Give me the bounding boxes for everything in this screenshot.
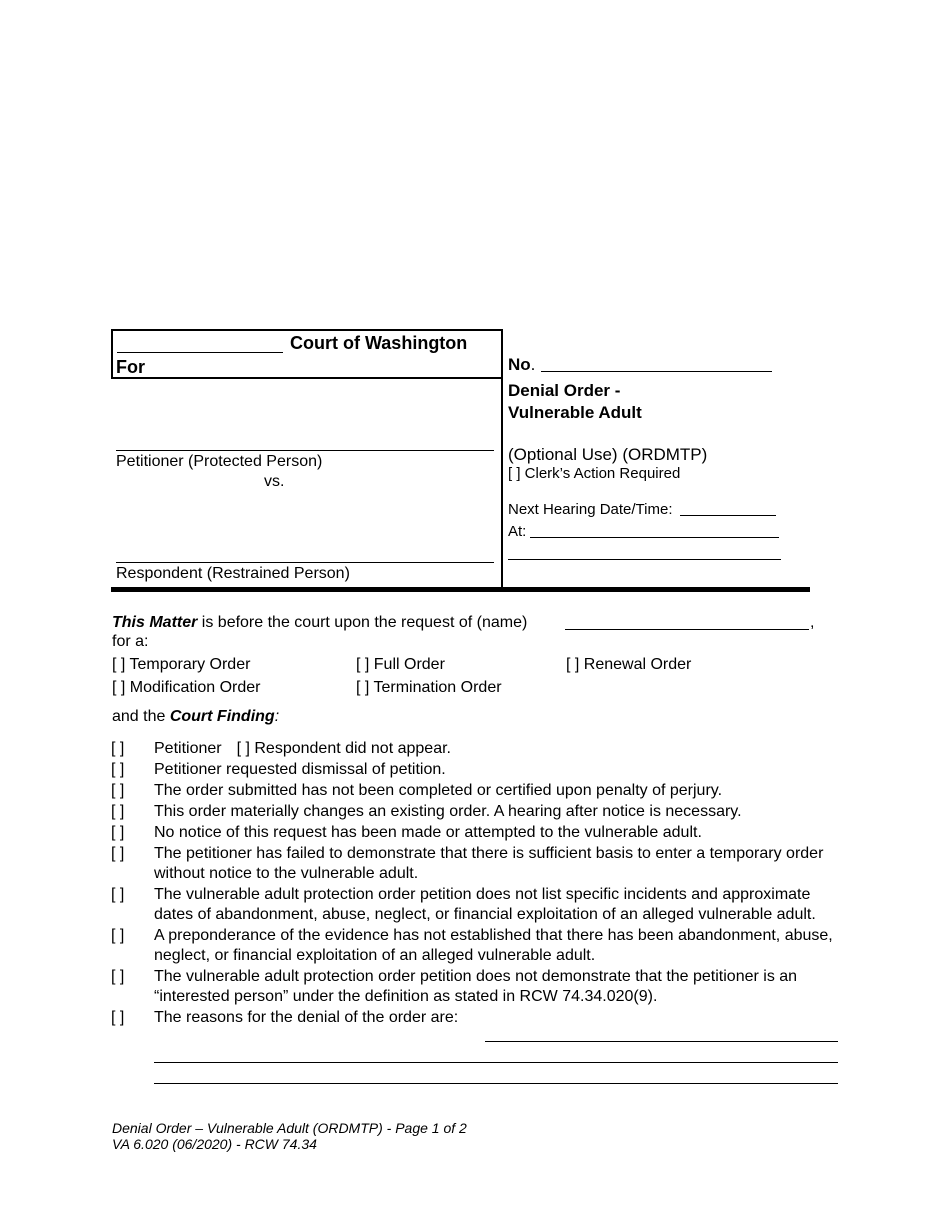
next-hearing-blank — [680, 515, 776, 516]
finding-checkbox[interactable]: [ ] — [111, 927, 125, 944]
finding-item — [111, 844, 851, 884]
this-matter-label: This Matter — [112, 614, 198, 631]
court-finding-pre: and the — [112, 708, 170, 725]
petitioner-blank — [116, 450, 494, 451]
caption-bottom-rule — [111, 587, 810, 592]
clerks-action-checkbox[interactable]: [ ] Clerk’s Action Required — [508, 465, 681, 482]
modification-order-checkbox[interactable]: [ ] Modification Order — [112, 679, 261, 696]
finding-text: No notice of this request has been made or attempted to the vulnerable adult. — [154, 824, 702, 841]
finding-item — [111, 926, 851, 966]
temporary-order-checkbox[interactable]: [ ] Temporary Order — [112, 656, 251, 673]
for-label: For — [116, 357, 145, 377]
finding-checkbox[interactable]: [ ] — [111, 761, 125, 778]
reasons-blank-1 — [485, 1041, 838, 1042]
petitioner-label: Petitioner (Protected Person) — [116, 453, 323, 470]
court-finding-colon: : — [274, 708, 280, 725]
case-number-label — [508, 356, 535, 373]
footer-line-2: VA 6.020 (06/2020) - RCW 74.34 — [112, 1136, 317, 1152]
finding-text: Petitioner requested dismissal of petition. — [154, 761, 446, 778]
vs-label: vs. — [264, 473, 285, 490]
finding-item — [111, 781, 851, 801]
findings-list — [111, 739, 851, 1029]
court-finding-label: Court Finding — [169, 708, 275, 725]
form-title-line1: Denial Order - — [508, 381, 621, 400]
finding-petitioner: Petitioner — [154, 740, 222, 757]
reasons-blank-2 — [154, 1062, 838, 1063]
at-label: At: — [508, 523, 527, 540]
renewal-order-checkbox[interactable]: [ ] Renewal Order — [566, 656, 692, 673]
page-footer — [112, 1120, 467, 1152]
finding-item-reasons — [111, 1008, 851, 1028]
caption-center-divider — [501, 329, 503, 589]
full-order-checkbox[interactable]: [ ] Full Order — [356, 656, 445, 673]
caption-top-border — [111, 329, 503, 331]
requester-name-blank — [565, 629, 809, 630]
finding-text: The order submitted has not been completed or certified upon penalty of perjury. — [154, 782, 723, 799]
caption-divider-horizontal — [111, 377, 503, 379]
at-blank-2 — [508, 559, 781, 560]
court-finding-line — [112, 709, 279, 725]
no-text: No — [508, 355, 531, 374]
optional-use-label: (Optional Use) (ORDMTP) — [508, 445, 708, 464]
footer-line-1: Denial Order – Vulnerable Adult (ORDMTP) - Page 1 of 2 — [112, 1120, 467, 1136]
finding-item — [111, 760, 851, 780]
court-name-blank — [117, 352, 283, 353]
finding-checkbox[interactable]: [ ] — [111, 782, 125, 799]
finding-checkbox[interactable]: [ ] — [111, 1009, 125, 1026]
termination-order-checkbox[interactable]: [ ] Termination Order — [356, 679, 502, 696]
finding-item — [111, 802, 851, 822]
finding-respondent-did-not-appear[interactable]: [ ] Respondent did not appear. — [236, 740, 451, 757]
intro-line — [112, 615, 527, 631]
caption-left-border — [111, 329, 113, 379]
finding-item — [111, 885, 851, 925]
intro-rest: is before the court upon the request of (name) — [197, 614, 528, 631]
intro-comma: , — [810, 614, 815, 631]
finding-item — [111, 823, 851, 843]
finding-text: The petitioner has failed to demonstrate that there is sufficient basis to enter a temporary order without notice to the vulnerable adult. — [154, 845, 824, 882]
finding-text: The reasons for the denial of the order are: — [154, 1009, 459, 1026]
finding-checkbox[interactable]: [ ] — [111, 824, 125, 841]
finding-checkbox[interactable]: [ ] — [111, 803, 125, 820]
finding-text: The vulnerable adult protection order petition does not demonstrate that the petitioner is an “interested person” under the definition as stated in RCW 74.34.020(9). — [154, 968, 798, 1005]
finding-text: The vulnerable adult protection order petition does not list specific incidents and approximate dates of abandonment, abuse, neglect, or financial exploitation of an alleged vulnerable adult. — [154, 886, 816, 923]
finding-checkbox[interactable]: [ ] — [111, 886, 125, 903]
finding-item — [111, 739, 851, 759]
respondent-blank — [116, 562, 494, 563]
finding-text: A preponderance of the evidence has not established that there has been abandonment, abuse, neglect, or financial exploitation of an alleged vulnerable adult. — [154, 927, 833, 964]
next-hearing-label: Next Hearing Date/Time: — [508, 501, 673, 518]
finding-text: This order materially changes an existing order. A hearing after notice is necessary. — [154, 803, 742, 820]
finding-checkbox[interactable]: [ ] — [111, 740, 125, 757]
reasons-blank-3 — [154, 1083, 838, 1084]
at-blank — [530, 537, 779, 538]
finding-item — [111, 967, 851, 1007]
for-a-label: for a: — [112, 633, 149, 650]
case-number-blank — [541, 371, 772, 372]
respondent-label: Respondent (Restrained Person) — [116, 565, 350, 582]
finding-checkbox[interactable]: [ ] — [111, 968, 125, 985]
form-title-line2: Vulnerable Adult — [508, 403, 642, 422]
court-of-washington: Court of Washington — [290, 333, 468, 353]
finding-checkbox[interactable]: [ ] — [111, 845, 125, 862]
no-dot: . — [530, 355, 536, 374]
